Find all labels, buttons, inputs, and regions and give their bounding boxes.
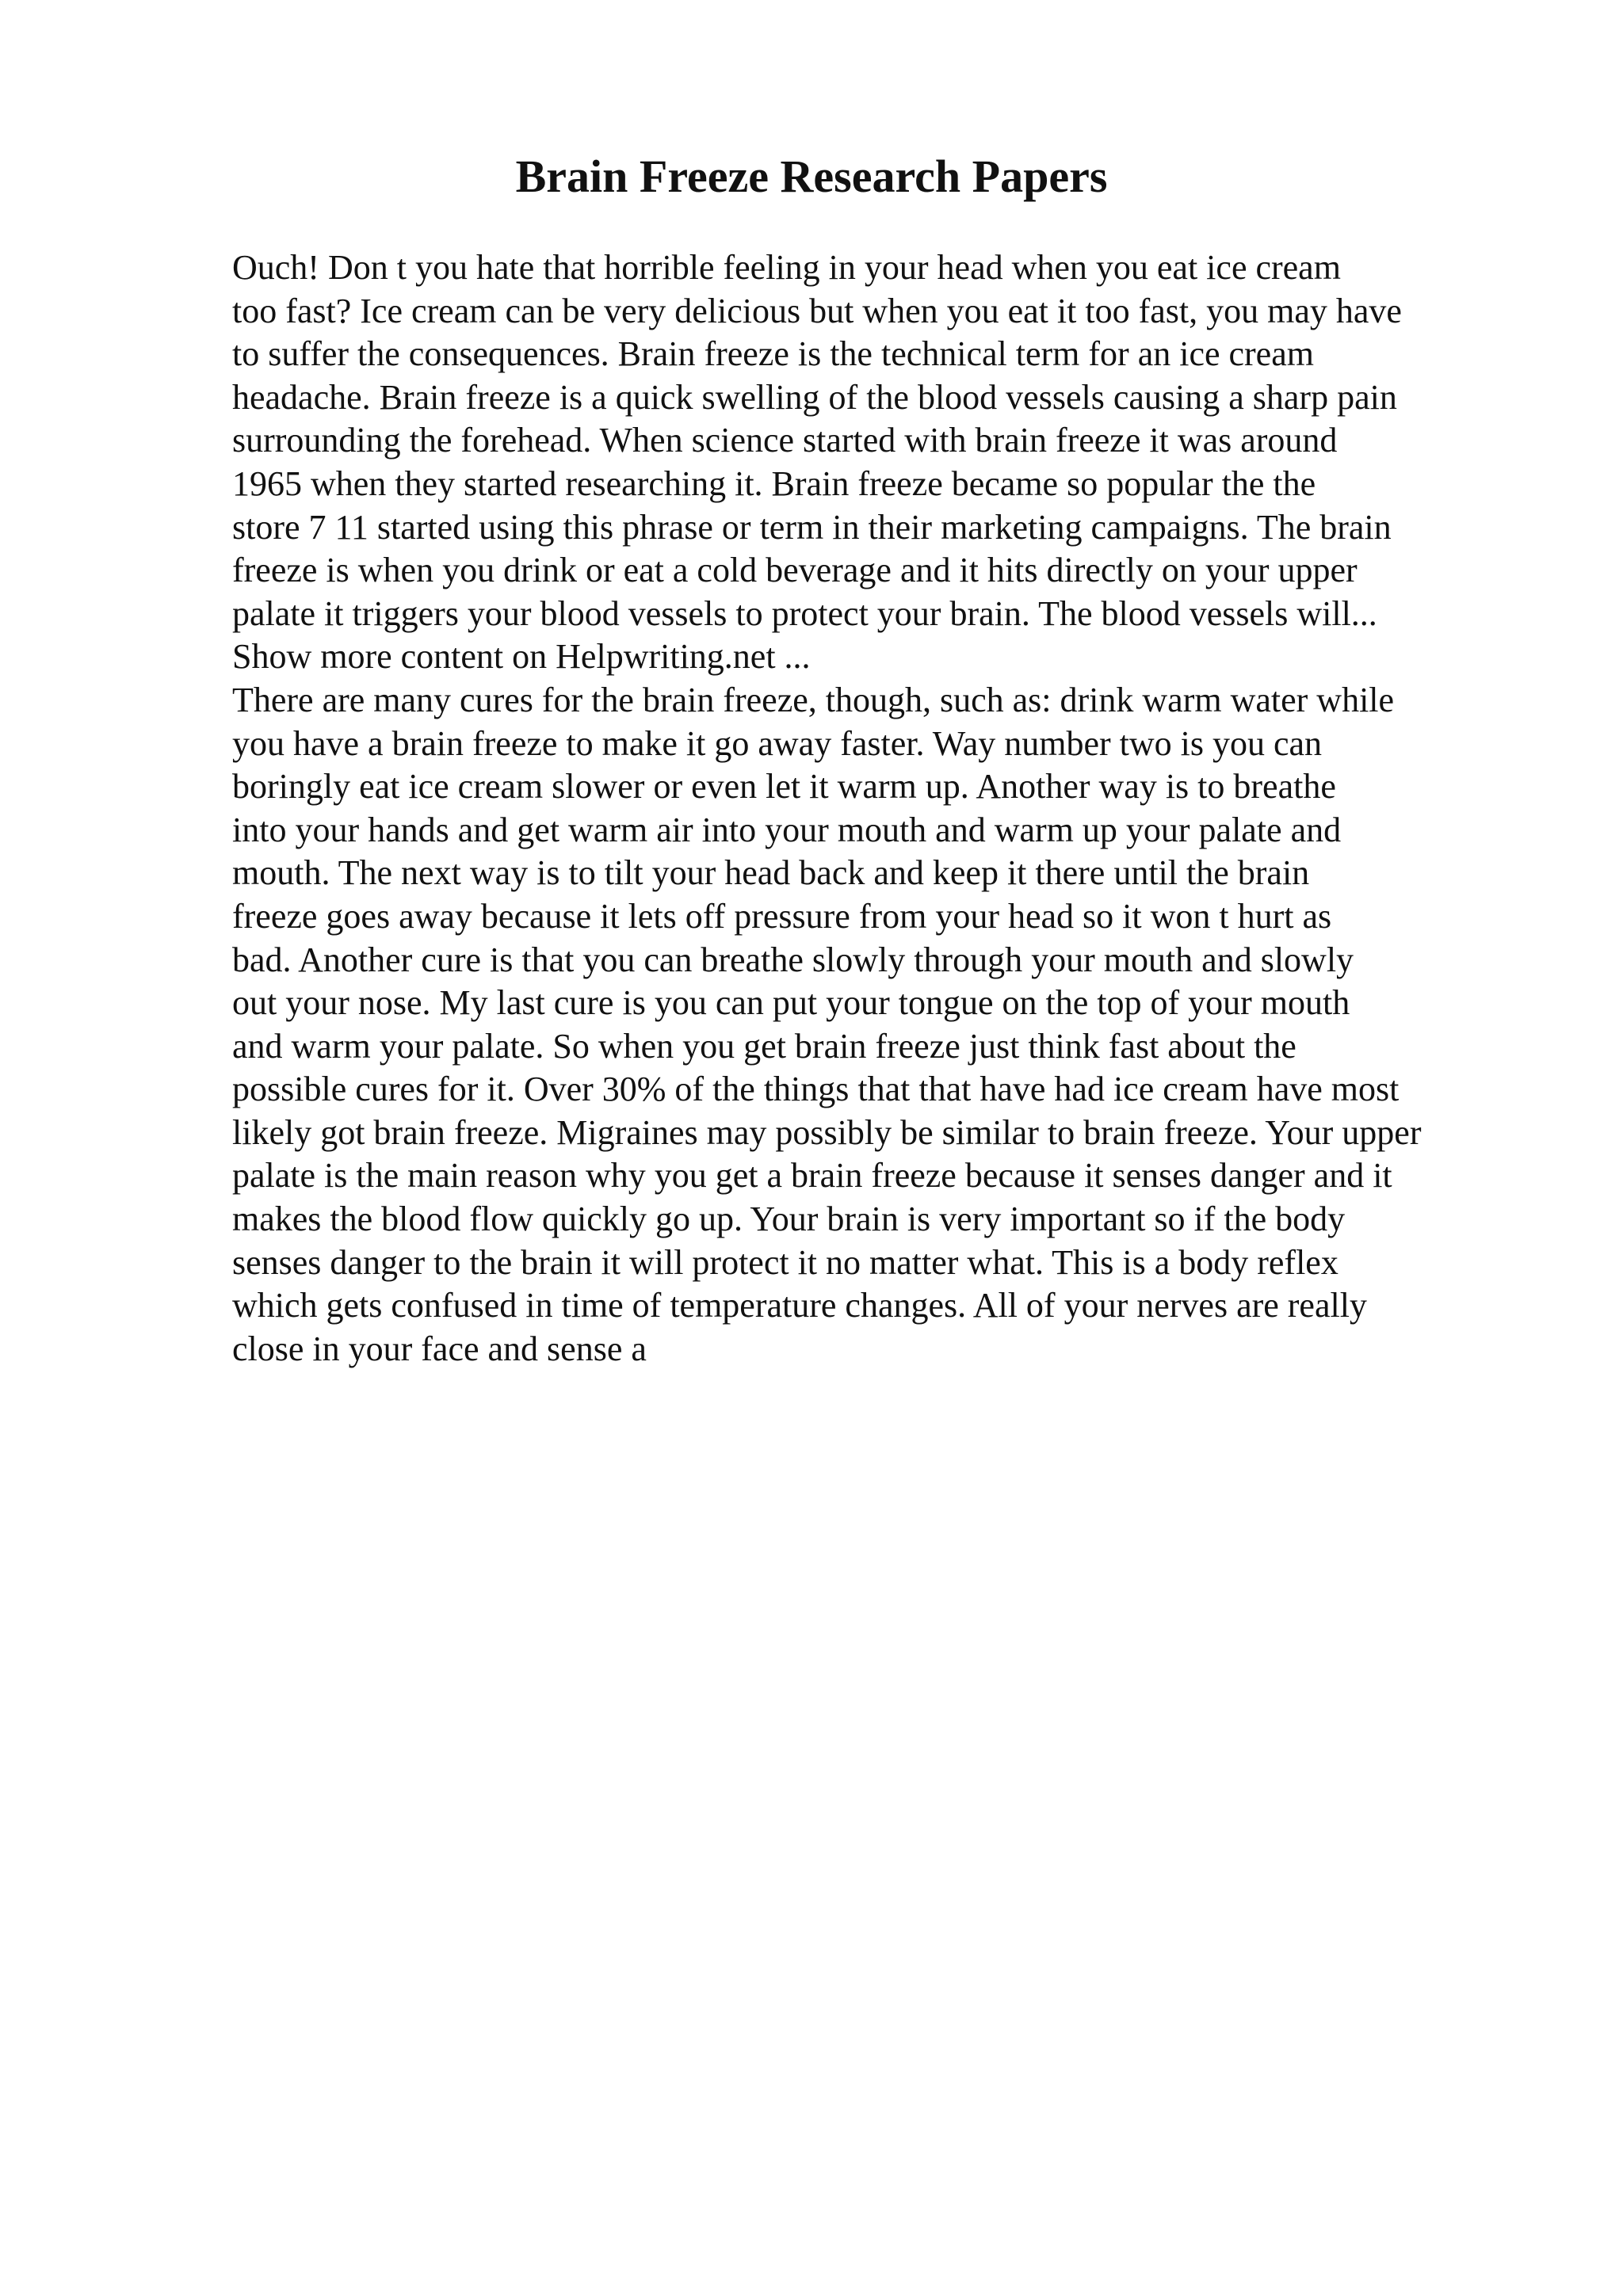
show-more-line: Show more content on Helpwriting.net ... bbox=[232, 637, 811, 677]
body-line-5: surrounding the forehead. When science started with brain freeze it was around bbox=[232, 421, 1338, 460]
body-line-24: senses danger to the brain it will protect it no matter what. This is a body reflex bbox=[232, 1242, 1338, 1282]
body-line-16: freeze goes away because it lets off pressure from your head so it won t hurt as bbox=[232, 896, 1332, 936]
body-line-13: boringly eat ice cream slower or even let it warm up. Another way is to breathe bbox=[232, 767, 1336, 807]
body-line-11: There are many cures for the brain freeze, though, such as: drink warm water while bbox=[232, 680, 1395, 719]
body-line-26: close in your face and sense a bbox=[232, 1329, 647, 1368]
body-line-21: likely got brain freeze. Migraines may possibly be similar to brain freeze. Your upper bbox=[232, 1112, 1422, 1152]
body-line-9: palate it triggers your blood vessels to protect your brain. The blood vessels will... bbox=[232, 593, 1377, 633]
body-line-25: which gets confused in time of temperature changes. All of your nerves are really bbox=[232, 1286, 1367, 1325]
body-line-20: possible cures for it. Over 30% of the things that that have had ice cream have most bbox=[232, 1070, 1400, 1109]
body-line-17: bad. Another cure is that you can breathe slowly through your mouth and slowly bbox=[232, 940, 1354, 979]
body-line-18: out your nose. My last cure is you can put your tongue on the top of your mouth bbox=[232, 983, 1350, 1023]
body-line-2: too fast? Ice cream can be very delicious but when you eat it too fast, you may have bbox=[232, 291, 1402, 330]
body-line-22: palate is the main reason why you get a brain freeze because it senses danger and it bbox=[232, 1156, 1392, 1196]
body-line-1: Ouch! Don t you hate that horrible feeling in your head when you eat ice cream bbox=[232, 248, 1341, 287]
body-line-14: into your hands and get warm air into your mouth and warm up your palate and bbox=[232, 810, 1342, 849]
body-line-23: makes the blood flow quickly go up. Your brain is very important so if the body bbox=[232, 1199, 1346, 1239]
body-line-15: mouth. The next way is to tilt your head back and keep it there until the brain bbox=[232, 853, 1310, 893]
body-line-7: store 7 11 started using this phrase or term in their marketing campaigns. The brain bbox=[232, 507, 1392, 547]
body-line-8: freeze is when you drink or eat a cold beverage and it hits directly on your upper bbox=[232, 551, 1358, 590]
document-body bbox=[232, 246, 1595, 1371]
body-line-12: you have a brain freeze to make it go away faster. Way number two is you can bbox=[232, 723, 1323, 763]
body-line-4: headache. Brain freeze is a quick swelling of the blood vessels causing a sharp pain bbox=[232, 377, 1397, 417]
body-line-6: 1965 when they started researching it. Brain freeze became so popular the the bbox=[232, 463, 1316, 503]
body-line-19: and warm your palate. So when you get brain freeze just think fast about the bbox=[232, 1026, 1296, 1066]
body-line-3: to suffer the consequences. Brain freeze is the technical term for an ice cream bbox=[232, 334, 1314, 374]
document-title: Brain Freeze Research Papers bbox=[515, 151, 1108, 202]
